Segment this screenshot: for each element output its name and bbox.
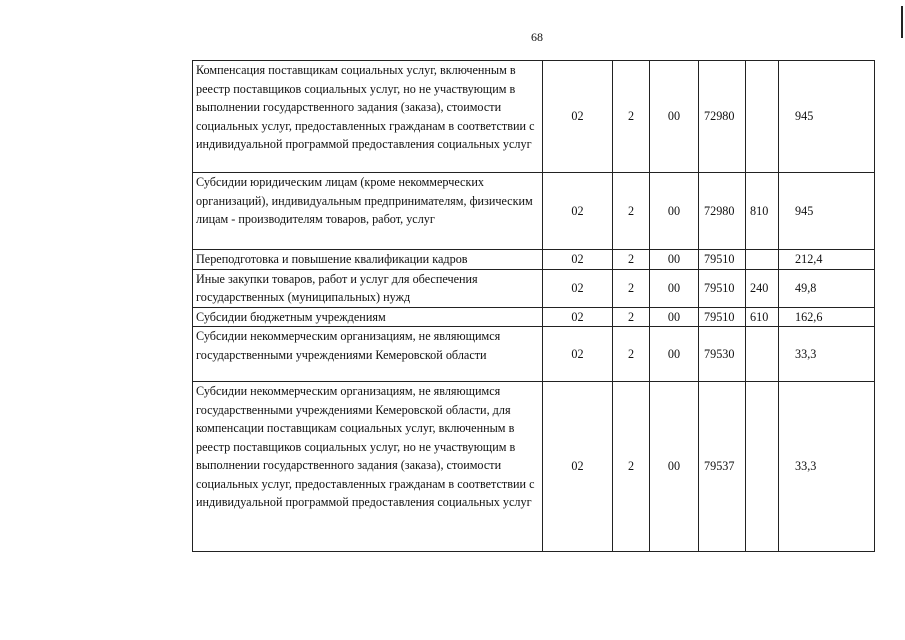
scan-edge-mark <box>901 6 903 38</box>
row-code-2: 2 <box>613 307 650 327</box>
budget-table <box>192 60 875 552</box>
row-code-1: 02 <box>543 382 613 552</box>
row-amount: 49,8 <box>779 269 875 307</box>
table-row <box>193 382 875 552</box>
row-code-2: 2 <box>613 382 650 552</box>
row-amount: 162,6 <box>779 307 875 327</box>
table-row <box>193 61 875 173</box>
table-row <box>193 250 875 270</box>
row-code-3: 00 <box>650 269 699 307</box>
row-code-2: 2 <box>613 250 650 270</box>
row-direction-code: 72980 <box>699 173 746 250</box>
row-amount: 33,3 <box>779 382 875 552</box>
row-code-2: 2 <box>613 327 650 382</box>
row-direction-code: 79510 <box>699 250 746 270</box>
row-direction-code: 79537 <box>699 382 746 552</box>
row-code-3: 00 <box>650 173 699 250</box>
row-description: Переподготовка и повышение квалификации кадров <box>193 250 543 270</box>
row-code-1: 02 <box>543 250 613 270</box>
row-code-2: 2 <box>613 173 650 250</box>
row-amount: 945 <box>779 173 875 250</box>
table-row <box>193 327 875 382</box>
row-code-1: 02 <box>543 307 613 327</box>
row-expense-type: 240 <box>746 269 779 307</box>
row-code-3: 00 <box>650 327 699 382</box>
row-amount: 33,3 <box>779 327 875 382</box>
row-code-1: 02 <box>543 173 613 250</box>
row-amount: 945 <box>779 61 875 173</box>
page-number: 68 <box>531 30 543 44</box>
row-code-3: 00 <box>650 250 699 270</box>
row-code-3: 00 <box>650 382 699 552</box>
row-code-1: 02 <box>543 269 613 307</box>
row-expense-type <box>746 250 779 270</box>
table-row <box>193 269 875 307</box>
row-expense-type <box>746 382 779 552</box>
row-expense-type: 810 <box>746 173 779 250</box>
table-row <box>193 307 875 327</box>
row-code-1: 02 <box>543 61 613 173</box>
row-direction-code: 79510 <box>699 269 746 307</box>
row-description: Субсидии юридическим лицам (кроме некоммерческих организаций), индивидуальным предпринимателям, физическим лицам - производителям товаров, работ, услуг <box>193 173 543 250</box>
row-expense-type: 610 <box>746 307 779 327</box>
row-expense-type <box>746 61 779 173</box>
row-direction-code: 72980 <box>699 61 746 173</box>
table-row <box>193 173 875 250</box>
row-code-1: 02 <box>543 327 613 382</box>
row-code-2: 2 <box>613 61 650 173</box>
row-description: Компенсация поставщикам социальных услуг, включенным в реестр поставщиков социальных услуг, но не участвующим в выполнении государственного задания (заказа), стоимости социальных услуг, предоставленных гражданам в соответствии с индивидуальной программой предоставления социальных услуг <box>193 61 543 173</box>
row-code-3: 00 <box>650 307 699 327</box>
row-expense-type <box>746 327 779 382</box>
row-description: Субсидии некоммерческим организациям, не являющимся государственными учреждениями Кемеровской области <box>193 327 543 382</box>
row-description: Субсидии некоммерческим организациям, не являющимся государственными учреждениями Кемеровской области, для компенсации поставщикам социальных услуг, включенным в реестр поставщиков социальных услуг, но не участвующим в выполнении государственного задания (заказа), стоимости социальных услуг, предоставленных гражданам в соответствии с индивидуальной программой предоставления социальных услуг <box>193 382 543 552</box>
row-amount: 212,4 <box>779 250 875 270</box>
row-direction-code: 79530 <box>699 327 746 382</box>
row-direction-code: 79510 <box>699 307 746 327</box>
row-code-3: 00 <box>650 61 699 173</box>
row-description: Субсидии бюджетным учреждениям <box>193 307 543 327</box>
row-description: Иные закупки товаров, работ и услуг для обеспечения государственных (муниципальных) нужд <box>193 269 543 307</box>
row-code-2: 2 <box>613 269 650 307</box>
